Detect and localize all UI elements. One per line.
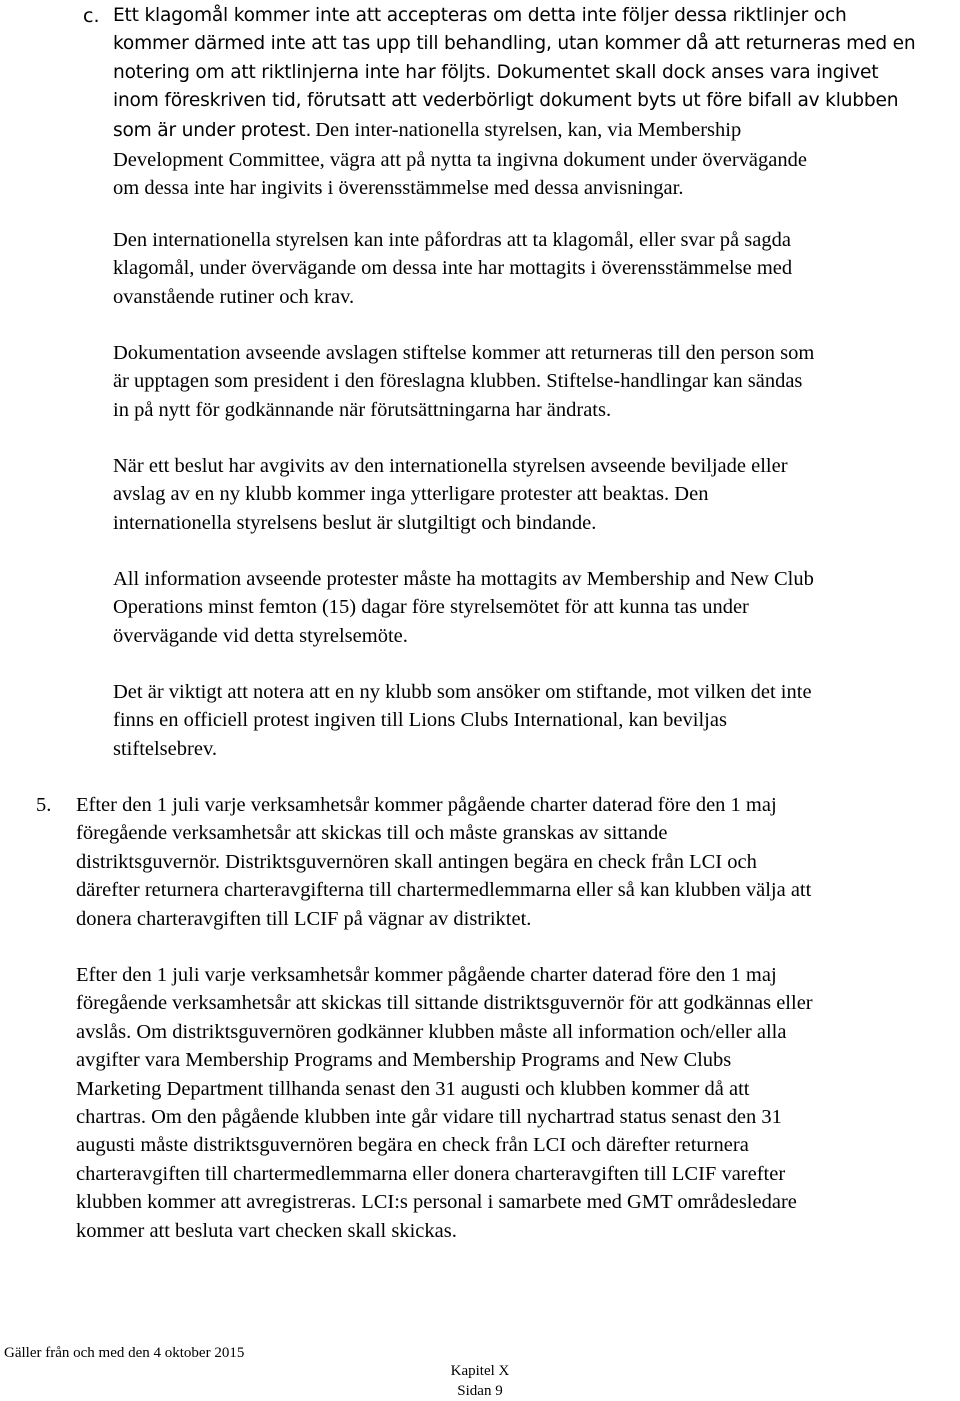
footer-chapter: Kapitel X: [450, 1363, 510, 1379]
text-line: in på nytt för godkännande när förutsättningarna har ändrats.: [113, 398, 612, 421]
footer-page-info: [410, 1361, 550, 1401]
paragraph: [113, 226, 792, 311]
text-line: ovanstående rutiner och krav.: [113, 285, 355, 308]
item-5-paragraph-1: [76, 791, 811, 933]
paragraph: [113, 678, 812, 763]
text-line: därefter returnera charteravgifterna till chartermedlemmarna eller så kan klubben välja att: [76, 879, 812, 902]
list-marker-5: 5.: [36, 794, 52, 816]
text-line: donera charteravgiften till LCIF på vägnar av distriktet.: [76, 907, 532, 930]
text-line: övervägande vid detta styrelsemöte.: [113, 624, 408, 647]
text-line: Operations minst femton (15) dagar före styrelsemötet för att kunna tas under: [113, 596, 749, 619]
text-line: Den internationella styrelsen kan inte påfordras att ta klagomål, eller svar på sagda: [113, 229, 791, 251]
text-line: är upptagen som president i den föreslagna klubben. Stiftelse-handlingar kan sändas: [113, 370, 803, 393]
text-line: internationella styrelsens beslut är slutgiltigt och bindande.: [113, 511, 597, 534]
footer-page-number: Sidan 9: [457, 1383, 503, 1399]
text-line: klagomål, under övervägande om dessa inte har mottagits i överensstämmelse med: [113, 257, 793, 280]
text-fragment: Dokumentet skall dock anses vara ingivet: [496, 61, 879, 83]
text-line: chartras. Om den pågående klubben inte går vidare till nychartrad status senast den 31: [76, 1106, 782, 1129]
text-line: charteravgiften till chartermedlemmarna eller donera charteravgiften till LCIF varefter: [76, 1162, 786, 1185]
text-line: Dokumentation avseende avslagen stiftelse kommer att returneras till den person som: [113, 342, 815, 364]
text-fragment: som är under protest.: [113, 119, 312, 141]
text-line: Efter den 1 juli varje verksamhetsår kommer pågående charter daterad före den 1 maj: [76, 794, 777, 816]
text-line: Development Committee, vägra att på nytta ta ingivna dokument under övervägande: [113, 149, 807, 172]
text-line: klubben kommer att avregistreras. LCI:s personal i samarbete med GMT områdesledare: [76, 1191, 797, 1214]
text-line: inom föreskriven tid, förutsatt att vederbörligt dokument byts ut före bifall av klubben: [113, 90, 899, 112]
text-line: stiftelsebrev.: [113, 737, 217, 760]
text-line: distriktsguvernör. Distriktsguvernören skall antingen begära en check från LCI och: [76, 850, 757, 873]
text-line: om dessa inte har ingivits i överensstämmelse med dessa anvisningar.: [113, 177, 684, 200]
list-marker-c: c.: [83, 5, 100, 27]
text-line: augusti måste distriktsguvernören begära en check från LCI och därefter returnera: [76, 1134, 749, 1157]
text-line: föregående verksamhetsår att skickas till sittande distriktsguvernör för att godkännas eller: [76, 992, 813, 1015]
text-line: föregående verksamhetsår att skickas till och måste granskas av sittande: [76, 822, 668, 845]
text-line: När ett beslut har avgivits av den internationella styrelsen avseende beviljade eller: [113, 455, 788, 477]
paragraph: [113, 452, 788, 537]
text-line: Ett klagomål kommer inte att accepteras om detta inte följer dessa riktlinjer och: [113, 5, 847, 26]
item-5-paragraph-2: [76, 961, 813, 1245]
footer-validity: Gäller från och med den 4 oktober 2015: [4, 1345, 245, 1361]
text-line: finns en officiell protest ingiven till Lions Clubs International, kan beviljas: [113, 709, 727, 732]
text-line: avgifter vara Membership Programs and Membership Programs and New Clubs: [76, 1049, 732, 1072]
text-line: kommer därmed inte att tas upp till behandling, utan kommer då att returneras med en: [113, 33, 916, 55]
paragraph: [113, 339, 814, 424]
text-line: kommer att besluta vart checken skall skickas.: [76, 1219, 457, 1242]
text-fragment: Den inter-nationella styrelsen, kan, via Membership: [315, 118, 742, 141]
text-line: Marketing Department tillhanda senast den 31 augusti och klubben kommer då att: [76, 1077, 750, 1100]
text-line: avslag av en ny klubb kommer inga ytterligare protester att beaktas. Den: [113, 483, 709, 506]
paragraph: [113, 565, 814, 650]
text-fragment: notering om att riktlinjerna inte har följts.: [113, 61, 491, 83]
text-line: Efter den 1 juli varje verksamhetsår kommer pågående charter daterad före den 1 maj: [76, 964, 777, 986]
text-line: All information avseende protester måste ha mottagits av Membership and New Club: [113, 568, 814, 590]
text-line: avslås. Om distriktsguvernören godkänner klubben måste all information och/eller alla: [76, 1020, 787, 1043]
text-line: Det är viktigt att notera att en ny klubb som ansöker om stiftande, mot vilken det inte: [113, 681, 812, 703]
item-c-text: [113, 2, 960, 200]
